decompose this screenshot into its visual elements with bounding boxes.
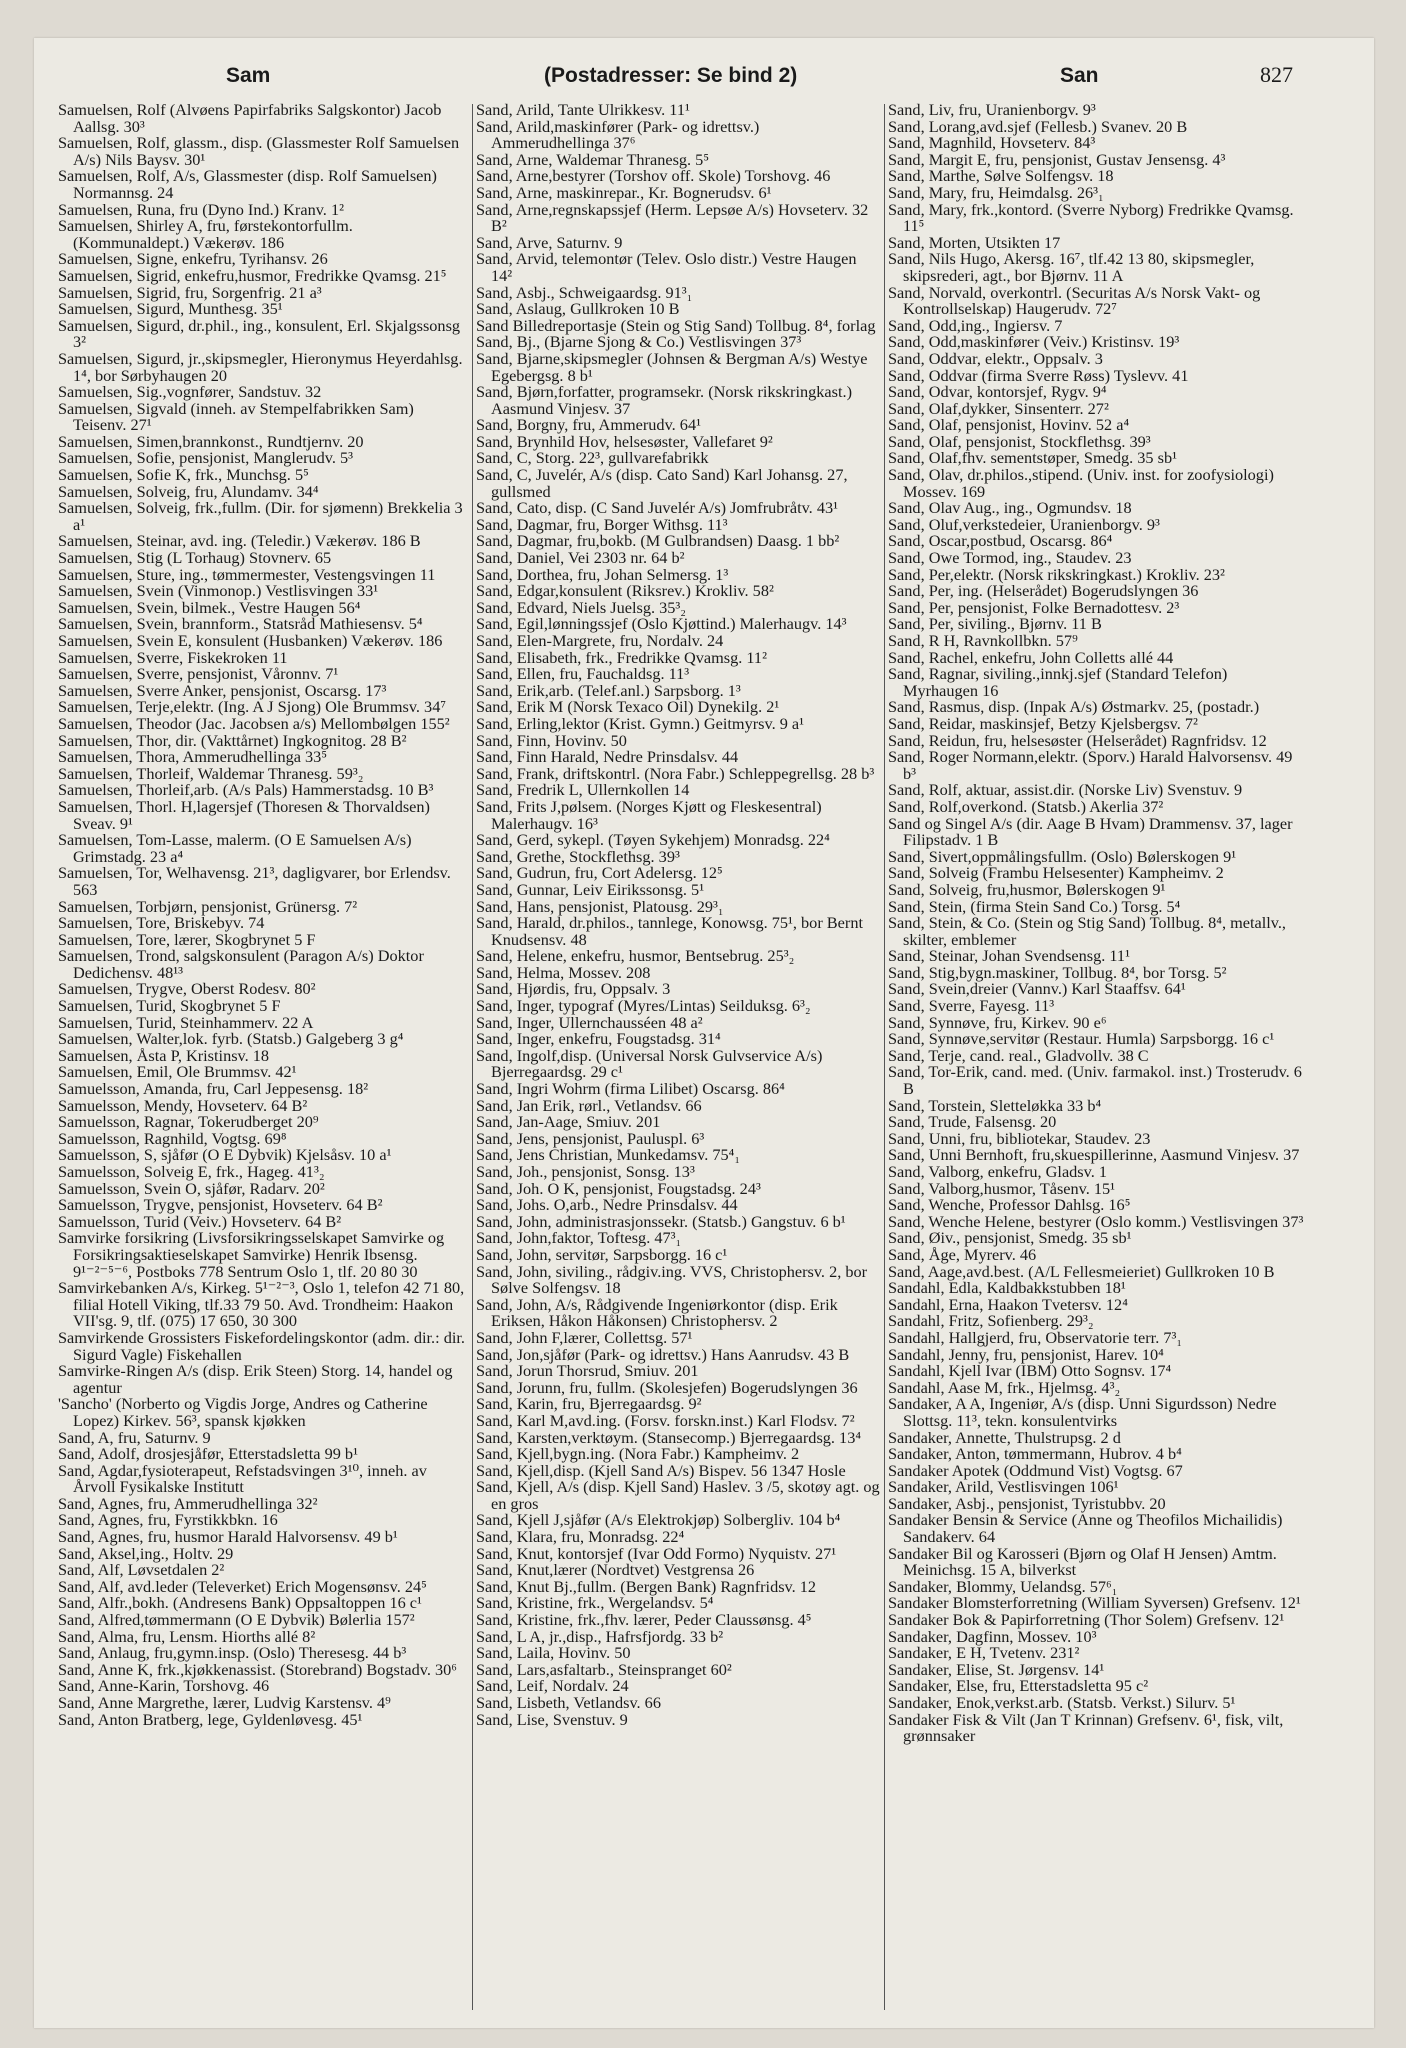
directory-entry: Samuelsen, Sofie, pensjonist, Manglerudv. 5³ — [58, 448, 354, 468]
column-2 — [476, 102, 880, 2012]
directory-entry: Sand, Frits J,pølsem. (Norges Kjøtt og Fleskesentral) Malerhaugv. 16³ — [476, 796, 822, 833]
directory-entry: Sand, Tor-Erik, cand. med. (Univ. farmakol. inst.) Trosterudv. 6 B — [888, 1062, 1302, 1099]
directory-entry: Sand, Oluf,verkstedeier, Uranienborgv. 9³ — [888, 514, 1160, 534]
directory-entry: Sandaker, Else, fru, Etterstadsletta 95 c² — [888, 1676, 1149, 1696]
directory-entry: Samuelsson, Svein O, sjåfør, Radarv. 20² — [58, 1178, 325, 1198]
directory-entry: Sand, Inger, enkefru, Fougstadsg. 31⁴ — [476, 1029, 721, 1049]
directory-entry: Samuelsen, Sigurd, dr.phil., ing., konsulent, Erl. Skjalgssonsg 3² — [58, 315, 461, 352]
directory-entry: Samuelsen, Sigvald (inneh. av Stempelfabrikken Sam) Teisenv. 27¹ — [58, 398, 414, 435]
directory-entry: Samuelsen, Torbjørn, pensjonist, Grünersg. 7² — [58, 896, 358, 916]
directory-entry: Sand, Karsten,verktøym. (Stansecomp.) Bjerregaardsg. 13⁴ — [476, 1427, 862, 1447]
directory-entry: Sand, Johs. O,arb., Nedre Prinsdalsv. 44 — [476, 1195, 738, 1215]
directory-entry: Sand, Knut Bj.,fullm. (Bergen Bank) Ragnfridsv. 12 — [476, 1576, 817, 1596]
directory-entry: Samuelsen, Steinar, avd. ing. (Teledir.) Vækerøv. 186 B — [58, 531, 421, 551]
directory-entry: Sand, L A, jr.,disp., Hafrsfjordg. 33 b² — [476, 1626, 724, 1646]
directory-entry: Sand, Mary, fru, Heimdalsg. 26³₁ — [888, 182, 1104, 202]
directory-entry: Sand, Inger, Ullernchausséen 48 a² — [476, 1012, 703, 1032]
directory-entry: Samuelsen, Theodor (Jac. Jacobsen a/s) Mellombølgen 155² — [58, 713, 450, 733]
directory-entry: Sand, Alf, avd.leder (Televerket) Erich Mogensønsv. 24⁵ — [58, 1576, 427, 1596]
directory-entry: Samuelsen, Runa, fru (Dyno Ind.) Kranv. 1² — [58, 199, 344, 219]
directory-entry: Samuelsen, Thor, dir. (Vakttårnet) Ingkognitog. 28 B² — [58, 730, 407, 750]
directory-entry: Sand, Elisabeth, frk., Fredrikke Qvamsg. 11² — [476, 647, 767, 667]
directory-entry: Samuelsen, Rolf (Alvøens Papirfabriks Salgskontor) Jacob Aallsg. 30³ — [58, 102, 442, 136]
directory-entry: Sand, Arvid, telemontør (Telev. Oslo distr.) Vestre Haugen 14² — [476, 249, 857, 285]
directory-entry: Sand, Åge, Myrerv. 46 — [888, 1244, 1037, 1264]
directory-entry: Sandahl, Hallgjerd, fru, Observatorie terr. 7³₁ — [888, 1327, 1183, 1347]
directory-entry: Sand, Stein, & Co. (Stein og Stig Sand) Tollbug. 8⁴, metallv., skilter, emblemer — [888, 913, 1286, 949]
header-center-note: (Postadresser: Se bind 2) — [544, 64, 798, 87]
directory-entry: Samuelsen, Sverre Anker, pensjonist, Oscarsg. 17³ — [58, 680, 387, 700]
directory-entry: Samuelsen, Trygve, Oberst Rodesv. 80² — [58, 979, 316, 999]
directory-entry: Sand, Odd,ing., Ingiersv. 7 — [888, 315, 1063, 335]
directory-entry: Sandaker, Annette, Thulstrupsg. 2 d — [888, 1427, 1121, 1447]
directory-entry: Sandaker, Arild, Vestlisvingen 106¹ — [888, 1477, 1119, 1497]
directory-entry: Sand, Elen-Margrete, fru, Nordalv. 24 — [476, 631, 724, 650]
header-left-guide-word: Sam — [226, 64, 271, 87]
directory-entry: Sand, Grethe, Stockflethsg. 39³ — [476, 846, 680, 866]
column-divider — [472, 104, 473, 2010]
directory-entry: Sand, Cato, disp. (C Sand Juvelér A/s) Jomfrubråtv. 43¹ — [476, 498, 838, 518]
directory-entry: Samuelsen, Shirley A, fru, førstekontorfullm. (Kommunaldept.) Vækerøv. 186 — [58, 216, 353, 252]
directory-entry: Samuelsen, Tore, lærer, Skogbrynet 5 F — [58, 929, 316, 949]
directory-entry: Sandaker, Enok,verkst.arb. (Statsb. Verkst.) Silurv. 5¹ — [888, 1693, 1236, 1712]
directory-entry: Sand, Gunnar, Leiv Eirikssonsg. 5¹ — [476, 879, 705, 899]
directory-entry: Sand, Hans, pensjonist, Platousg. 29³₁ — [476, 896, 724, 916]
directory-entry: Sand, Olaf,fhv. sementstøper, Smedg. 35 sb¹ — [888, 448, 1177, 468]
directory-entry: Samuelsen, Thorleif,arb. (A/s Pals) Hammerstadsg. 10 B³ — [58, 780, 434, 800]
directory-entry: Sand, Ellen, fru, Fauchaldsg. 11³ — [476, 664, 690, 684]
directory-entry: Sand, Ragnar, siviling.,innkj.sjef (Standard Telefon) Myrhaugen 16 — [888, 664, 1228, 700]
directory-entry: Sand, Wenche, Professor Dahlsg. 16⁵ — [888, 1195, 1131, 1215]
directory-entry: Sand, Borgny, fru, Ammerudv. 64¹ — [476, 415, 701, 435]
directory-entry: Sand, Unni, fru, bibliotekar, Staudev. 23 — [888, 1128, 1151, 1148]
directory-entry: Sand, John F,lærer, Collettsg. 57¹ — [476, 1327, 693, 1347]
directory-entry: Sand, Aksel,ing., Holtv. 29 — [58, 1543, 234, 1563]
directory-entry: Samuelsson, Trygve, pensjonist, Hovseterv. 64 B² — [58, 1195, 383, 1215]
directory-entry: 'Sancho' (Norberto og Vigdis Jorge, Andres og Catherine Lopez) Kirkev. 56³, spansk kjøkken — [58, 1394, 428, 1430]
directory-entry: Sand, Jan Erik, rørl., Vetlandsv. 66 — [476, 1095, 702, 1115]
directory-entry: Samuelsson, Amanda, fru, Carl Jeppesensg. 18² — [58, 1079, 369, 1099]
directory-entry: Sand, Solveig, fru,husmor, Bølerskogen 9¹ — [888, 879, 1166, 899]
directory-entry: Sand, Alma, fru, Lensm. Hiorths allé 8² — [58, 1626, 316, 1646]
directory-entry: Sand, Joh. O K, pensjonist, Fougstadsg. 24³ — [476, 1178, 761, 1198]
directory-entry: Sand, Olaf, pensjonist, Hovinv. 52 a⁴ — [888, 415, 1130, 435]
directory-entry: Sand, Margit E, fru, pensjonist, Gustav Jensensg. 4³ — [888, 149, 1226, 169]
directory-entry: Sand, Odvar, kontorsjef, Rygv. 9⁴ — [888, 382, 1107, 402]
directory-entry: Sand, Laila, Hovinv. 50 — [476, 1643, 631, 1663]
directory-entry: Sand, Rolf, aktuar, assist.dir. (Norske Liv) Svenstuv. 9 — [888, 780, 1243, 800]
page-header — [34, 60, 1374, 96]
directory-entry: Sand, Lorang,avd.sjef (Fellesb.) Svanev. 20 B — [888, 116, 1188, 136]
directory-entry: Sand, Bjørn,forfatter, programsekr. (Norsk rikskringkast.) Aasmund Vinjesv. 37 — [476, 382, 852, 418]
directory-entry: Samuelsen, Svein (Vinmonop.) Vestlisvingen 33¹ — [58, 581, 379, 601]
directory-entry: Sand, Arve, Saturnv. 9 — [476, 232, 623, 252]
directory-entry: Sand og Singel A/s (dir. Aage B Hvam) Drammensv. 37, lager Filipstadv. 1 B — [888, 813, 1293, 850]
directory-entry: Sand, Klara, fru, Monradsg. 22⁴ — [476, 1527, 685, 1547]
directory-entry: Sand, Rasmus, disp. (Inpak A/s) Østmarkv. 25, (postadr.) — [888, 697, 1260, 717]
directory-entry: Sand, Roger Normann,elektr. (Sporv.) Harald Halvorsensv. 49 b³ — [888, 747, 1293, 783]
directory-entry: Sand, Liv, fru, Uranienborgv. 9³ — [888, 102, 1096, 119]
directory-entry: Sand, R H, Ravnkollbkn. 57⁹ — [888, 631, 1078, 650]
directory-entry: Sand, Ingri Wohrm (firma Lilibet) Oscarsg. 86⁴ — [476, 1079, 785, 1099]
directory-entry: Sand, Edvard, Niels Juelsg. 35³₂ — [476, 597, 686, 617]
directory-entry: Sandaker Fisk & Vilt (Jan T Krinnan) Grefsenv. 6¹, fisk, vilt, grønnsaker — [888, 1709, 1284, 1746]
directory-entry: Sand, Erik M (Norsk Texaco Oil) Dynekilg. 2¹ — [476, 697, 780, 717]
directory-entry: Sand, Kjell, A/s (disp. Kjell Sand) Haslev. 3 /5, skotøy agt. og en gros — [476, 1477, 880, 1513]
directory-entry: Sand, Unni Bernhoft, fru,skuespillerinne, Aasmund Vinjesv. 37 — [888, 1145, 1300, 1165]
directory-entry: Sandaker, Asbj., pensjonist, Tyristubbv. 20 — [888, 1493, 1166, 1513]
directory-entry: Sandaker, Anton, tømmermann, Hubrov. 4 b⁴ — [888, 1444, 1182, 1464]
directory-entry: Sand, Alfred,tømmermann (O E Dybvik) Bølerlia 157² — [58, 1610, 415, 1630]
directory-entry: Samuelsen, Sigurd, Munthesg. 35¹ — [58, 299, 283, 319]
directory-entry: Sand, Brynhild Hov, helsesøster, Vallefaret 9² — [476, 431, 773, 451]
directory-entry: Sand, Per,elektr. (Norsk rikskringkast.) Krokliv. 23² — [888, 564, 1225, 584]
directory-entry: Samuelsen, Sture, ing., tømmermester, Vestengsvingen 11 — [58, 564, 436, 584]
directory-entry: Sand, Helma, Mossev. 208 — [476, 962, 651, 982]
directory-entry: Sand, Jorunn, fru, fullm. (Skolesjefen) Bogerudslyngen 36 — [476, 1377, 858, 1397]
directory-entry: Samuelsson, Ragnar, Tokerudberget 20⁹ — [58, 1112, 319, 1132]
directory-entry: Sand, Wenche Helene, bestyrer (Oslo komm.) Vestlisvingen 37³ — [888, 1211, 1304, 1231]
directory-entry: Sand, Edgar,konsulent (Riksrev.) Krokliv. 58² — [476, 581, 774, 601]
directory-entry: Samvirkebanken A/s, Kirkeg. 5¹⁻²⁻³, Oslo 1, telefon 42 71 80, filial Hotell Viking, tlf.33 79 50. Avd. Trondheim: Haakon VII'sg. 9, tlf. (075) 17 650, 30 300 — [58, 1278, 465, 1331]
directory-entry: Sand, Anne Margrethe, lærer, Ludvig Karstensv. 4⁹ — [58, 1693, 391, 1712]
directory-entry: Sandaker Apotek (Oddmund Vist) Vogtsg. 67 — [888, 1460, 1183, 1480]
directory-entry: Sand, Anne K, frk.,kjøkkenassist. (Storebrand) Bogstadv. 30⁶ — [58, 1659, 457, 1679]
directory-entry: Samuelsen, Rolf, A/s, Glassmester (disp. Rolf Samuelsen) Normannsg. 24 — [58, 166, 437, 202]
directory-entry: Sand, Bjarne,skipsmegler (Johnsen & Bergman A/s) Westye Egebergsg. 8 b¹ — [476, 348, 868, 385]
directory-entry: Sand Billedreportasje (Stein og Stig Sand) Tollbug. 8⁴, forlag — [476, 315, 876, 335]
directory-entry: Samuelsen, Simen,brannkonst., Rundtjernv. 20 — [58, 431, 364, 451]
directory-entry: Sand, Joh., pensjonist, Sonsg. 13³ — [476, 1162, 695, 1181]
directory-entry: Sand, Rolf,overkond. (Statsb.) Akerlia 37² — [888, 796, 1164, 816]
directory-entry: Sand, Rachel, enkefru, John Colletts allé 44 — [888, 647, 1174, 667]
directory-entry: Sand, Per, siviling., Bjørnv. 11 B — [888, 614, 1102, 634]
directory-entry: Samuelsen, Thorl. H,lagersjef (Thoresen & Thorvaldsen) Sveav. 9¹ — [58, 796, 430, 833]
directory-entry: Sand, Arne,bestyrer (Torshov off. Skole) Torshovg. 46 — [476, 166, 831, 186]
directory-entry: Sand, Øiv., pensjonist, Smedg. 35 sb¹ — [888, 1228, 1132, 1248]
directory-entry: Sandaker Blomsterforretning (William Syversen) Grefsenv. 12¹ — [888, 1593, 1301, 1613]
directory-entry: Sand, Terje, cand. real., Gladvollv. 38 C — [888, 1045, 1149, 1065]
column-3 — [888, 102, 1304, 2012]
directory-entry: Sand, Helene, enkefru, husmor, Bentsebrug. 25³₂ — [476, 946, 795, 966]
directory-entry: Samuelsson, Solveig E, frk., Hageg. 41³₂ — [58, 1162, 325, 1181]
directory-entry: Samuelsen, Terje,elektr. (Ing. A J Sjong) Ole Brummsv. 34⁷ — [58, 697, 447, 717]
directory-entry: Sand, Alfr.,bokh. (Andresens Bank) Oppsaltoppen 16 c¹ — [58, 1593, 422, 1613]
directory-entry: Sand, Arild, Tante Ulrikkesv. 11¹ — [476, 102, 690, 119]
directory-entry: Sand, Per, pensjonist, Folke Bernadottesv. 2³ — [888, 597, 1180, 617]
directory-entry: Sand, Torstein, Sletteløkka 33 b⁴ — [888, 1095, 1102, 1115]
directory-entry: Sand, Odd,maskinfører (Veiv.) Kristinsv. 19³ — [888, 332, 1180, 352]
directory-entry: Sand, Kristine, frk.,fhv. lærer, Peder Claussønsg. 4⁵ — [476, 1610, 812, 1630]
directory-entry: Samuelsen, Walter,lok. fyrb. (Statsb.) Galgeberg 3 g⁴ — [58, 1029, 404, 1049]
directory-entry: Sand, Nils Hugo, Akersg. 16⁷, tlf.42 13 80, skipsmegler, skipsrederi, agt., bor Bjørnv. 11 A — [888, 249, 1255, 285]
directory-entry: Sand, Per, ing. (Helserådet) Bogerudslyngen 36 — [888, 581, 1199, 601]
directory-entry: Sand, Leif, Nordalv. 24 — [476, 1676, 629, 1696]
directory-entry: Sand, Arne, maskinrepar., Kr. Bognerudsv. 6¹ — [476, 182, 772, 202]
directory-entry: Samuelsen, Sigurd, jr.,skipsmegler, Hieronymus Heyerdahlsg. 1⁴, bor Sørbyhaugen 20 — [58, 348, 463, 385]
directory-entry: Sand, Agnes, fru, husmor Harald Halvorsensv. 49 b¹ — [58, 1527, 398, 1547]
directory-entry: Sand, Daniel, Vei 2303 nr. 64 b² — [476, 548, 685, 568]
directory-entry: Sand, Solveig (Frambu Helsesenter) Kampheimv. 2 — [888, 863, 1224, 883]
directory-entry: Samuelsen, Åsta P, Kristinsv. 18 — [58, 1045, 270, 1065]
page-number: 827 — [1260, 62, 1293, 87]
directory-entry: Sandaker, Elise, St. Jørgensv. 14¹ — [888, 1659, 1105, 1679]
directory-entry: Sand, Reidar, maskinsjef, Betzy Kjelsbergsv. 7² — [888, 713, 1198, 733]
directory-entry: Samuelsen, Trond, salgskonsulent (Paragon A/s) Doktor Dedichensv. 48¹³ — [58, 946, 424, 982]
directory-columns — [58, 102, 1356, 2012]
directory-entry: Sandaker, A A, Ingeniør, A/s (disp. Unni Sigurdsson) Nedre Slottsg. 11³, tekn. konsulentvirks — [888, 1394, 1277, 1430]
directory-entry: Sand, Sivert,oppmålingsfullm. (Oslo) Bølerskogen 9¹ — [888, 846, 1237, 866]
directory-entry: Sand, Erik,arb. (Telef.anl.) Sarpsborg. 1³ — [476, 680, 741, 700]
directory-entry: Sand, John, A/s, Rådgivende Ingeniørkontor (disp. Erik Eriksen, Håkon Håkonsen) Christophersv. 2 — [476, 1294, 838, 1331]
directory-entry: Sandahl, Kjell Ivar (IBM) Otto Sognsv. 17⁴ — [888, 1361, 1172, 1381]
directory-entry: Sand, Olav Aug., ing., Ogmundsv. 18 — [888, 498, 1132, 518]
directory-entry: Samuelsen, Emil, Ole Brummsv. 42¹ — [58, 1062, 297, 1082]
directory-entry: Sand, Marthe, Sølve Solfengsv. 18 — [888, 166, 1114, 186]
directory-entry: Sand, Arne,regnskapssjef (Herm. Lepsøe A/s) Hovseterv. 32 B² — [476, 199, 869, 236]
directory-entry: Sand, Dagmar, fru, Borger Withsg. 11³ — [476, 514, 728, 534]
directory-entry: Sandahl, Aase M, frk., Hjelmsg. 4³₂ — [888, 1377, 1121, 1397]
directory-entry: Sand, Lise, Svenstuv. 9 — [476, 1709, 628, 1729]
directory-entry: Sand, Harald, dr.philos., tannlege, Konowsg. 75¹, bor Bernt Knudsensv. 48 — [476, 913, 863, 949]
directory-entry: Sandaker Bensin & Service (Anne og Theofilos Michailidis) Sandakerv. 64 — [888, 1510, 1283, 1547]
directory-entry: Sand, Jon,sjåfør (Park- og idrettsv.) Hans Aanrudsv. 43 B — [476, 1344, 850, 1364]
directory-entry: Samuelsen, Sig.,vognfører, Sandstuv. 32 — [58, 382, 322, 402]
directory-entry: Sandahl, Edla, Kaldbakkstubben 18¹ — [888, 1278, 1126, 1298]
directory-entry: Sandaker, E H, Tvetenv. 231² — [888, 1643, 1080, 1663]
column-1 — [58, 102, 468, 2012]
directory-entry: Sand, Jens Christian, Munkedamsv. 75⁴₁ — [476, 1145, 740, 1165]
directory-entry: Sand, Mary, frk.,kontord. (Sverre Nyborg) Fredrikke Qvamsg. 11⁵ — [888, 199, 1294, 236]
directory-entry: Sand, Steinar, Johan Svendsensg. 11¹ — [888, 946, 1130, 966]
directory-entry: Sand, Reidun, fru, helsesøster (Helserådet) Ragnfridsv. 12 — [888, 730, 1267, 750]
directory-entry: Sand, Oddvar (firma Sverre Røss) Tyslevv. 41 — [888, 365, 1189, 385]
directory-entry: Sand, Svein,dreier (Vannv.) Karl Staaffsv. 64¹ — [888, 979, 1186, 999]
directory-entry: Sand, Stig,bygn.maskiner, Tollbug. 8⁴, bor Torsg. 5² — [888, 962, 1227, 982]
directory-entry: Samuelsen, Sverre, pensjonist, Våronnv. 7¹ — [58, 664, 339, 684]
directory-entry: Sand, Anne-Karin, Torshovg. 46 — [58, 1676, 270, 1696]
directory-entry: Sand, Asbj., Schweigaardsg. 91³₁ — [476, 282, 693, 302]
directory-entry: Samuelsson, Turid (Veiv.) Hovseterv. 64 B² — [58, 1211, 342, 1231]
directory-entry: Samuelsen, Tore, Briskebyv. 74 — [58, 913, 265, 933]
directory-entry: Samuelsen, Svein E, konsulent (Husbanken) Vækerøv. 186 — [58, 631, 443, 650]
directory-entry: Sand, Frank, driftskontrl. (Nora Fabr.) Schleppegrellsg. 28 b³ — [476, 763, 875, 783]
directory-entry: Sand, Norvald, overkontrl. (Securitas A/s Norsk Vakt- og Kontrollselskap) Haugerudv. 72⁷ — [888, 282, 1261, 319]
directory-entry: Sand, Morten, Utsikten 17 — [888, 232, 1061, 252]
directory-entry: Sand, Oscar,postbud, Oscarsg. 86⁴ — [888, 531, 1113, 551]
directory-entry: Samvirke forsikring (Livsforsikringsselskapet Samvirke og Forsikringsaktieselskapet Samvirke) Henrik Ibsensg. 9¹⁻²⁻⁵⁻⁶, Postboks 778 Sentrum Oslo 1, tlf. 20 80 30 — [58, 1228, 445, 1281]
directory-entry: Samuelsen, Sofie K, frk., Munchsg. 5⁵ — [58, 465, 309, 485]
directory-entry: Sand, Dagmar, fru,bokb. (M Gulbrandsen) Daasg. 1 bb² — [476, 531, 840, 551]
directory-entry: Sand, Finn, Hovinv. 50 — [476, 730, 627, 750]
directory-entry: Samuelsen, Solveig, fru, Alundamv. 34⁴ — [58, 481, 319, 501]
directory-entry: Samuelsen, Thorleif, Waldemar Thranesg. 59³₂ — [58, 763, 364, 783]
directory-entry: Sand, Gerd, sykepl. (Tøyen Sykehjem) Monradsg. 22⁴ — [476, 830, 830, 850]
directory-entry: Samuelsen, Tor, Welhavensg. 21³, dagligvarer, bor Erlendsv. 563 — [58, 863, 451, 899]
directory-entry: Sand, Egil,lønningssjef (Oslo Kjøttind.) Malerhaugv. 14³ — [476, 614, 847, 634]
directory-entry: Sand, C, Storg. 22³, gullvarefabrikk — [476, 448, 709, 468]
directory-entry: Sand, Knut, kontorsjef (Ivar Odd Formo) Nyquistv. 27¹ — [476, 1543, 837, 1563]
directory-entry: Sand, Inger, typograf (Myres/Lintas) Seilduksg. 6³₂ — [476, 996, 811, 1016]
directory-entry: Sand, Aage,avd.best. (A/L Fellesmeieriet) Gullkroken 10 B — [888, 1261, 1275, 1281]
directory-entry: Samuelsen, Solveig, frk.,fullm. (Dir. for sjømenn) Brekkelia 3 a¹ — [58, 498, 463, 534]
directory-entry: Samuelsen, Sigrid, fru, Sorgenfrig. 21 a³ — [58, 282, 322, 302]
directory-entry: Samuelsen, Sverre, Fiskekroken 11 — [58, 647, 288, 667]
directory-entry: Sand, John, servitør, Sarpsborgg. 16 c¹ — [476, 1244, 728, 1264]
header-right-guide-word: San — [1060, 64, 1099, 87]
directory-entry: Sand, Ingolf,disp. (Universal Norsk Gulvservice A/s) Bjerregaardsg. 29 c¹ — [476, 1045, 823, 1082]
directory-entry: Sand, Olaf,dykker, Sinsenterr. 27² — [888, 398, 1109, 418]
directory-entry: Sand, John, administrasjonssekr. (Statsb.) Gangstuv. 6 b¹ — [476, 1211, 846, 1231]
directory-entry: Samuelsen, Turid, Steinhammerv. 22 A — [58, 1012, 314, 1032]
directory-entry: Sandaker Bok & Papirforretning (Thor Solem) Grefsenv. 12¹ — [888, 1610, 1285, 1630]
directory-entry: Sandahl, Erna, Haakon Tvetersv. 12⁴ — [888, 1294, 1128, 1314]
directory-entry: Samuelsson, Ragnhild, Vogtsg. 69⁸ — [58, 1128, 287, 1148]
directory-entry: Samuelsen, Signe, enkefru, Tyrihansv. 26 — [58, 249, 328, 269]
directory-entry: Sand, Knut,lærer (Nordtvet) Vestgrensa 26 — [476, 1560, 755, 1580]
directory-entry: Sand, John,faktor, Toftesg. 47³₁ — [476, 1228, 682, 1248]
column-divider — [884, 104, 885, 2010]
directory-entry: Samvirkende Grossisters Fiskefordelingskontor (adm. dir.: dir. Sigurd Vagle) Fiskehallen — [58, 1327, 465, 1364]
directory-entry: Sand, Dorthea, fru, Johan Selmersg. 1³ — [476, 564, 729, 584]
directory-entry: Sand, John, siviling., rådgiv.ing. VVS, Christophersv. 2, bor Sølve Solfengsv. 18 — [476, 1261, 868, 1298]
directory-entry: Sand, Jan-Aage, Smiuv. 201 — [476, 1112, 661, 1132]
directory-entry: Sand, Adolf, drosjesjåfør, Etterstadsletta 99 b¹ — [58, 1444, 358, 1464]
directory-entry: Samuelsen, Thora, Ammerudhellinga 33⁵ — [58, 747, 327, 767]
directory-entry: Sand, Lars,asfaltarb., Steinspranget 60² — [476, 1659, 732, 1679]
directory-entry: Sand, Kjell J,sjåfør (A/s Elektrokjøp) Solbergliv. 104 b⁴ — [476, 1510, 841, 1530]
directory-entry: Sand, Jorun Thorsrud, Smiuv. 201 — [476, 1361, 699, 1381]
directory-entry: Samuelsen, Svein, bilmek., Vestre Haugen 56⁴ — [58, 597, 361, 617]
directory-entry: Sandaker, Dagfinn, Mossev. 10³ — [888, 1626, 1097, 1646]
directory-entry: Sand, Kjell,disp. (Kjell Sand A/s) Bispev. 56 1347 Hosle — [476, 1460, 846, 1480]
directory-entry: Sandaker Bil og Karosseri (Bjørn og Olaf H Jensen) Amtm. Meinichsg. 15 A, bilverkst — [888, 1543, 1277, 1580]
directory-entry: Sand, Anton Bratberg, lege, Gyldenløvesg. 45¹ — [58, 1709, 363, 1729]
directory-entry: Sand, Arild,maskinfører (Park- og idrettsv.) Ammerudhellinga 37⁶ — [476, 116, 760, 153]
directory-entry: Sand, Trude, Falsensg. 20 — [888, 1112, 1057, 1132]
directory-entry: Sand, Bj., (Bjarne Sjong & Co.) Vestlisvingen 37³ — [476, 332, 802, 352]
directory-entry: Sand, Agdar,fysioterapeut, Refstadsvingen 3¹⁰, inneh. av Årvoll Fysikalske Institutt — [58, 1460, 427, 1497]
directory-entry: Sand, Hjørdis, fru, Oppsalv. 3 — [476, 979, 671, 999]
directory-entry: Sand, Valborg,husmor, Tåsenv. 15¹ — [888, 1178, 1116, 1198]
directory-entry: Sand, Karin, fru, Bjerregaardsg. 9² — [476, 1394, 702, 1414]
directory-entry: Sandahl, Fritz, Sofienberg. 29³₂ — [888, 1311, 1094, 1331]
directory-entry: Sandahl, Jenny, fru, pensjonist, Harev. 10⁴ — [888, 1344, 1164, 1364]
directory-entry: Sand, Stein, (firma Stein Sand Co.) Torsg. 5⁴ — [888, 896, 1181, 916]
directory-page — [34, 38, 1374, 2028]
directory-entry: Sand, Kjell,bygn.ing. (Nora Fabr.) Kampheimv. 2 — [476, 1444, 800, 1464]
directory-entry: Sand, Magnhild, Hovseterv. 84³ — [888, 133, 1096, 153]
directory-entry: Sand, Olaf, pensjonist, Stockflethsg. 39³ — [888, 431, 1151, 451]
directory-entry: Samuelsson, Mendy, Hovseterv. 64 B² — [58, 1095, 308, 1115]
directory-entry: Sand, Anlaug, fru,gymn.insp. (Oslo) Theresesg. 44 b³ — [58, 1643, 407, 1663]
directory-entry: Sand, Synnøve, fru, Kirkev. 90 e⁶ — [888, 1012, 1107, 1032]
directory-entry: Sand, Karl M,avd.ing. (Forsv. forskn.inst.) Karl Flodsv. 7² — [476, 1410, 855, 1430]
directory-entry: Sand, Valborg, enkefru, Gladsv. 1 — [888, 1162, 1108, 1181]
directory-entry: Sand, Gudrun, fru, Cort Adelersg. 12⁵ — [476, 863, 723, 883]
directory-entry: Sand, Jens, pensjonist, Pauluspl. 6³ — [476, 1128, 705, 1148]
directory-entry: Samvirke-Ringen A/s (disp. Erik Steen) Storg. 14, handel og agentur — [58, 1361, 453, 1397]
directory-entry: Samuelsen, Stig (L Torhaug) Stovnerv. 65 — [58, 548, 332, 568]
directory-entry: Sandaker, Blommy, Uelandsg. 57⁶₁ — [888, 1576, 1118, 1596]
directory-entry: Sand, Erling,lektor (Krist. Gymn.) Geitmyrsv. 9 a¹ — [476, 713, 805, 733]
directory-entry: Sand, Kristine, frk., Wergelandsv. 5⁴ — [476, 1593, 714, 1613]
directory-entry: Sand, Fredrik L, Ullernkollen 14 — [476, 780, 690, 800]
directory-entry: Sand, Arne, Waldemar Thranesg. 5⁵ — [476, 149, 710, 169]
directory-entry: Samuelsen, Turid, Skogbrynet 5 F — [58, 996, 281, 1016]
directory-entry: Sand, Sverre, Fayesg. 11³ — [888, 996, 1055, 1016]
directory-entry: Samuelsen, Rolf, glassm., disp. (Glassmester Rolf Samuelsen A/s) Nils Baysv. 30¹ — [58, 133, 460, 169]
directory-entry: Sand, Aslaug, Gullkroken 10 B — [476, 299, 680, 319]
directory-entry: Sand, Finn Harald, Nedre Prinsdalsv. 44 — [476, 747, 739, 767]
directory-entry: Sand, C, Juvelér, A/s (disp. Cato Sand) Karl Johansg. 27, gullsmed — [476, 465, 848, 501]
directory-entry: Sand, Oddvar, elektr., Oppsalv. 3 — [888, 348, 1103, 368]
directory-entry: Sand, Alf, Løvsetdalen 2² — [58, 1560, 225, 1580]
directory-entry: Samuelsen, Sigrid, enkefru,husmor, Fredrikke Qvamsg. 21⁵ — [58, 265, 447, 285]
directory-entry: Sand, Owe Tormod, ing., Staudev. 23 — [888, 548, 1132, 568]
directory-entry: Samuelsen, Svein, brannform., Statsråd Mathiesensv. 5⁴ — [58, 614, 423, 634]
directory-entry: Samuelsson, S, sjåfør (O E Dybvik) Kjelsåsv. 10 a¹ — [58, 1145, 392, 1165]
directory-entry: Sand, Agnes, fru, Fyrstikkbkn. 16 — [58, 1510, 278, 1530]
directory-entry: Sand, Lisbeth, Vetlandsv. 66 — [476, 1693, 661, 1712]
directory-entry: Sand, A, fru, Saturnv. 9 — [58, 1427, 211, 1447]
directory-entry: Samuelsen, Tom-Lasse, malerm. (O E Samuelsen A/s) Grimstadg. 23 a⁴ — [58, 830, 412, 866]
directory-entry: Sand, Agnes, fru, Ammerudhellinga 32² — [58, 1493, 318, 1513]
directory-entry: Sand, Synnøve,servitør (Restaur. Humla) Sarpsborgg. 16 c¹ — [888, 1029, 1275, 1049]
directory-entry: Sand, Olav, dr.philos.,stipend. (Univ. inst. for zoofysiologi) Mossev. 169 — [888, 465, 1274, 501]
